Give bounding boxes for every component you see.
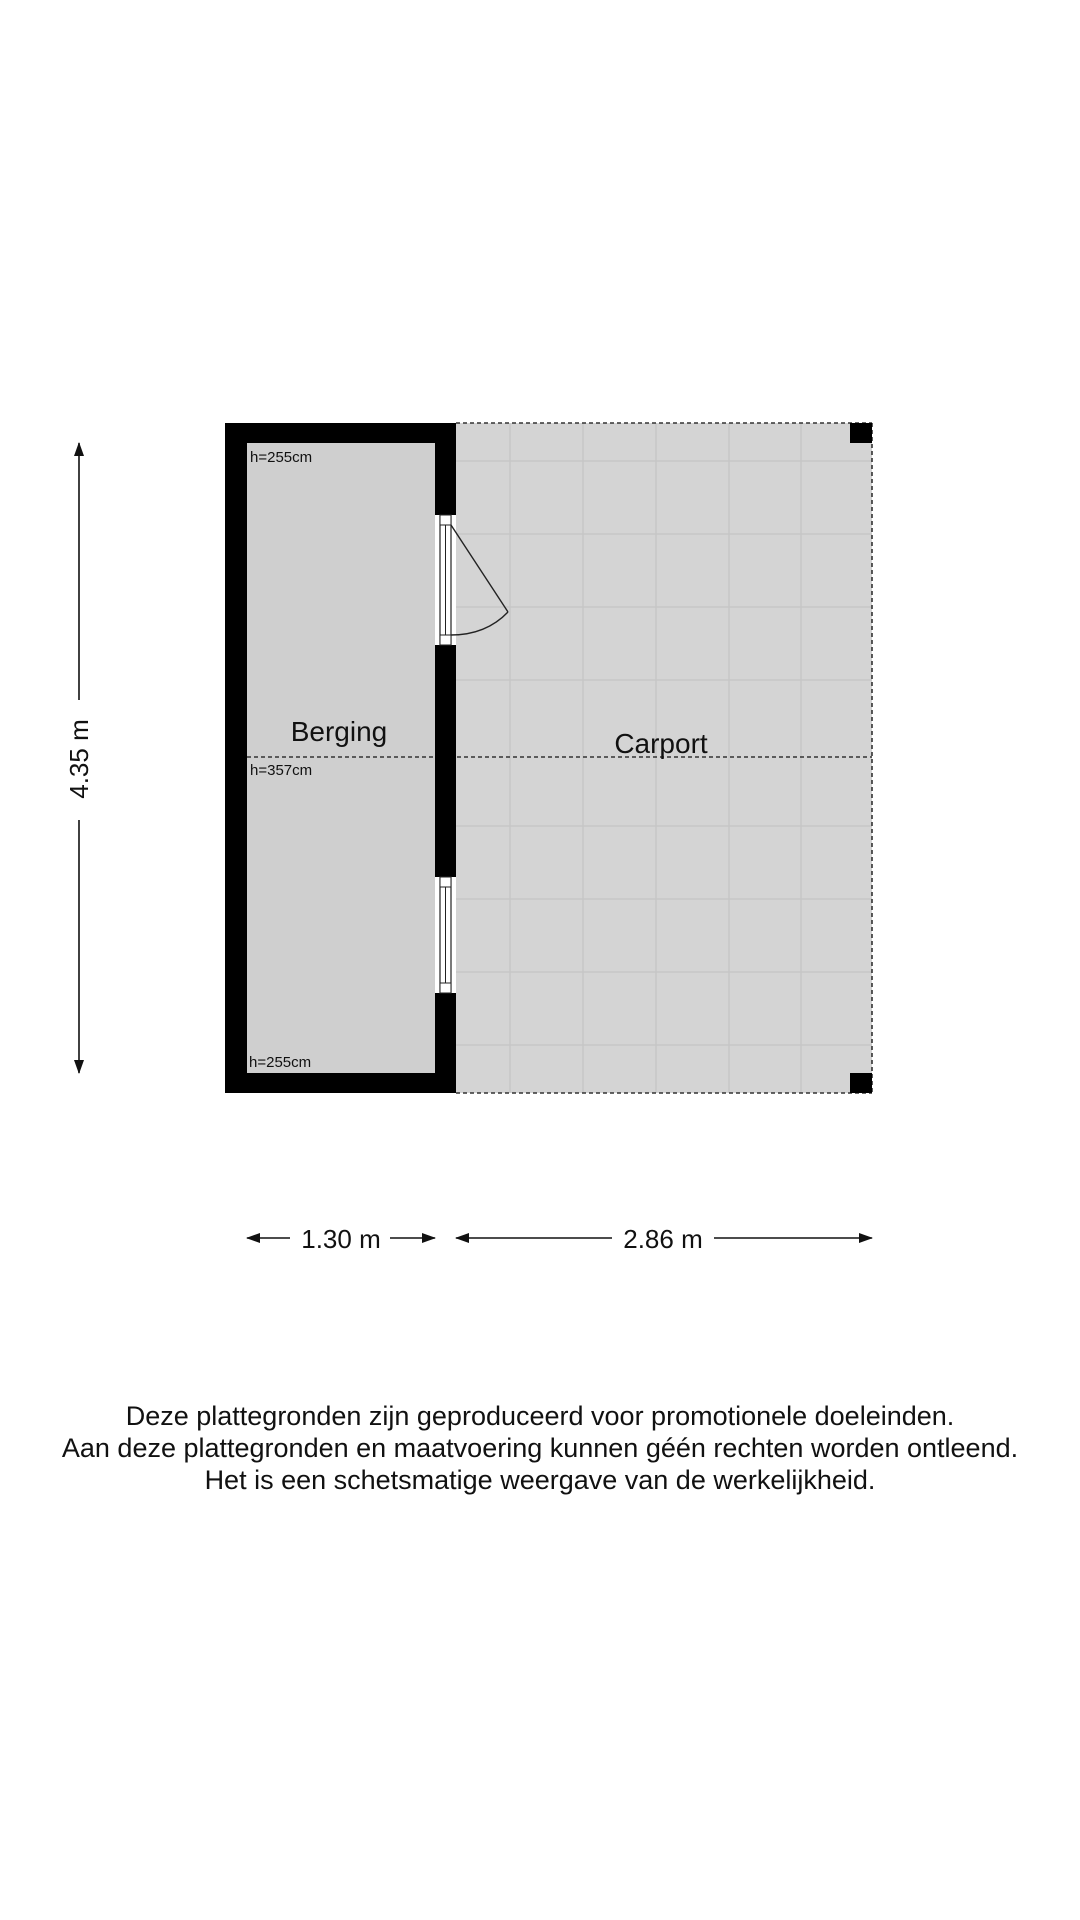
carport-post-top bbox=[850, 423, 872, 443]
height-label-top: h=255cm bbox=[250, 449, 313, 466]
disclaimer-line-3: Het is een schetsmatige weergave van de werkelijkheid. bbox=[204, 1465, 876, 1495]
room-label-berging: Berging bbox=[290, 716, 388, 747]
disclaimer bbox=[0, 1400, 1080, 1496]
window bbox=[440, 877, 451, 993]
room-label-carport: Carport bbox=[614, 728, 708, 759]
berging-floor bbox=[247, 443, 435, 1073]
dimension-horizontal-right-label: 2.86 m bbox=[623, 1224, 703, 1254]
carport-post-bottom bbox=[850, 1073, 872, 1093]
height-label-middle: h=357cm bbox=[250, 762, 313, 779]
dimension-horizontal-left-label: 1.30 m bbox=[301, 1224, 381, 1254]
disclaimer-line-1: Deze plattegronden zijn geproduceerd voor promotionele doeleinden. bbox=[125, 1401, 955, 1431]
dimension-vertical-label: 4.35 m bbox=[64, 719, 94, 799]
disclaimer-line-2: Aan deze plattegronden en maatvoering kunnen géén rechten worden ontleend. bbox=[61, 1433, 1019, 1463]
height-label-bottom: h=255cm bbox=[249, 1054, 312, 1071]
